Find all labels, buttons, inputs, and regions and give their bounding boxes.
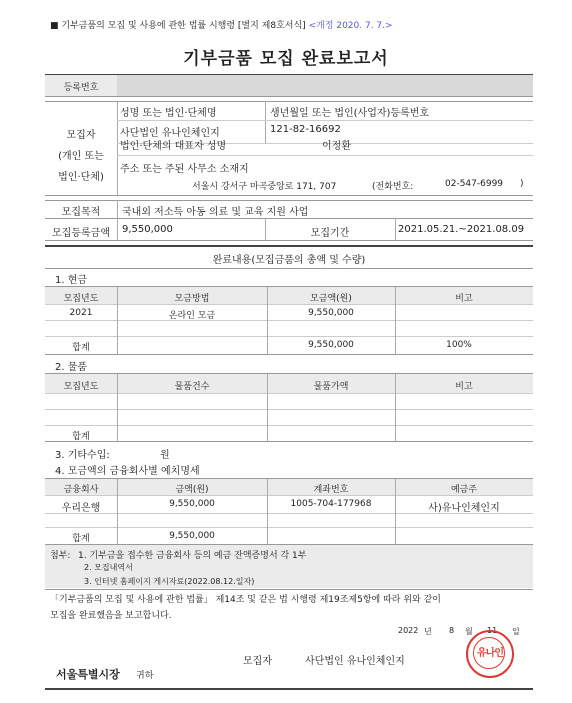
page-title: 기부금품 모집 완료보고서 [183, 49, 389, 69]
date-month-unit: 월 [465, 627, 473, 636]
name-label: 성명 또는 법인·단체명 [120, 108, 217, 119]
deposits-total-amount: 9,550,000 [169, 531, 215, 541]
deposits-total-label: 합계 [72, 534, 90, 544]
signer-name: 사단법인 유나인체인지 [305, 656, 405, 667]
date-day: 11 [487, 626, 498, 635]
recipient-name: 서울특별시장 [56, 668, 120, 681]
form-reference: ■ 기부금품의 모집 및 사용에 관한 법률 시행령 [별지 제8호서식] <개정 2020. 7. 7.> [50, 21, 393, 31]
cash-total-note: 100% [446, 340, 472, 350]
cash-section-title: 1. 현금 [55, 275, 88, 286]
cash-row-year: 2021 [69, 308, 93, 318]
cash-total-label: 합계 [72, 343, 90, 353]
statement-line-1: 「기부금품의 모집 및 사용에 관한 법률」 제14조 및 같은 법 시행령 제19조제5항에 따라 위와 같이 [50, 595, 441, 605]
birth-reg-label: 생년월일 또는 법인(사업자)등록번호 [270, 108, 430, 119]
goods-col-value: 물품가액 [313, 382, 349, 392]
other-income-unit: 원 [160, 450, 170, 461]
date-day-unit: 일 [512, 627, 520, 636]
statement-line-2: 모집을 완료했음을 보고합니다. [50, 611, 172, 621]
completion-title: 완료내용(모집금품의 총액 및 수량) [212, 255, 366, 266]
address-value: 서울시 강서구 마곡중앙로 171, 707 [192, 182, 337, 192]
period-label: 모집기간 [310, 228, 350, 239]
phone-label: (전화번호: [372, 182, 414, 192]
goods-col-year: 모집년도 [63, 382, 99, 392]
deposits-col-bank: 금융회사 [63, 485, 99, 495]
goods-col-note: 비고 [455, 382, 473, 392]
deposit-row-holder: 사)유나인체인지 [428, 503, 500, 514]
period-value: 2021.05.21.~2021.08.09 [398, 224, 525, 235]
cash-col-note: 비고 [455, 294, 473, 304]
registration-label: 등록번호 [63, 83, 99, 93]
cash-col-method: 모금방법 [174, 294, 210, 304]
attachments-label: 첨부: [50, 551, 71, 561]
deposit-row-bank: 우리은행 [61, 503, 101, 514]
date-year: 2022 [398, 626, 419, 635]
applicant-name: 사단법인 유나인체인지 [120, 128, 220, 139]
signer-label: 모집자 [243, 656, 272, 667]
date-month: 8 [449, 626, 455, 635]
deposits-col-amount: 금액(원) [175, 485, 209, 495]
goods-total-label: 합계 [72, 432, 90, 442]
goods-section-title: 2. 물품 [55, 362, 88, 373]
square-marker-icon: ■ [50, 21, 59, 31]
representative-name: 이정환 [322, 141, 351, 152]
official-seal-stamp: 유나인 [466, 630, 514, 678]
attachment-item-2: 2. 모집내역서 [84, 563, 133, 572]
attachment-item-1: 1. 기부금을 접수한 금융회사 등의 예금 잔액증명서 각 1부 [78, 551, 307, 561]
date-year-unit: 년 [424, 627, 432, 636]
representative-label: 법인·단체의 대표자 성명 [120, 141, 227, 152]
address-label: 주소 또는 주된 사무소 소재지 [120, 164, 249, 175]
applicant-label: 모집자 (개인 또는 법인·단체) [58, 130, 104, 183]
cash-col-year: 모집년도 [63, 294, 99, 304]
goods-col-count: 물품건수 [174, 382, 210, 392]
cash-row-method: 온라인 모금 [168, 311, 216, 321]
cash-total-amount: 9,550,000 [308, 340, 354, 350]
cash-col-amount: 모금액(원) [310, 294, 352, 304]
phone-close: ) [520, 179, 524, 189]
applicant-reg-number: 121-82-16692 [270, 124, 341, 135]
purpose-value: 국내외 저소득 아동 의료 및 교육 지원 사업 [122, 207, 309, 218]
other-income-label: 3. 기타수입: [55, 450, 110, 461]
cash-row-amount: 9,550,000 [308, 308, 354, 318]
purpose-label: 모집목적 [61, 207, 101, 218]
deposits-col-account: 계좌번호 [313, 485, 349, 495]
deposits-col-holder: 예금주 [450, 485, 478, 495]
attachment-item-3: 3. 인터넷 홈페이지 게시자료(2022.08.12.일자) [84, 577, 255, 586]
deposit-row-account: 1005-704-177968 [290, 499, 372, 509]
registered-amount-value: 9,550,000 [122, 224, 173, 235]
recipient-suffix: 귀하 [136, 671, 154, 681]
registered-amount-label: 모집등록금액 [52, 228, 110, 239]
phone-value: 02-547-6999 [445, 179, 504, 189]
deposit-row-amount: 9,550,000 [169, 499, 215, 509]
deposits-section-title: 4. 모금액의 금융회사별 예치명세 [55, 466, 200, 477]
revision-note: <개정 2020. 7. 7.> [308, 21, 393, 31]
